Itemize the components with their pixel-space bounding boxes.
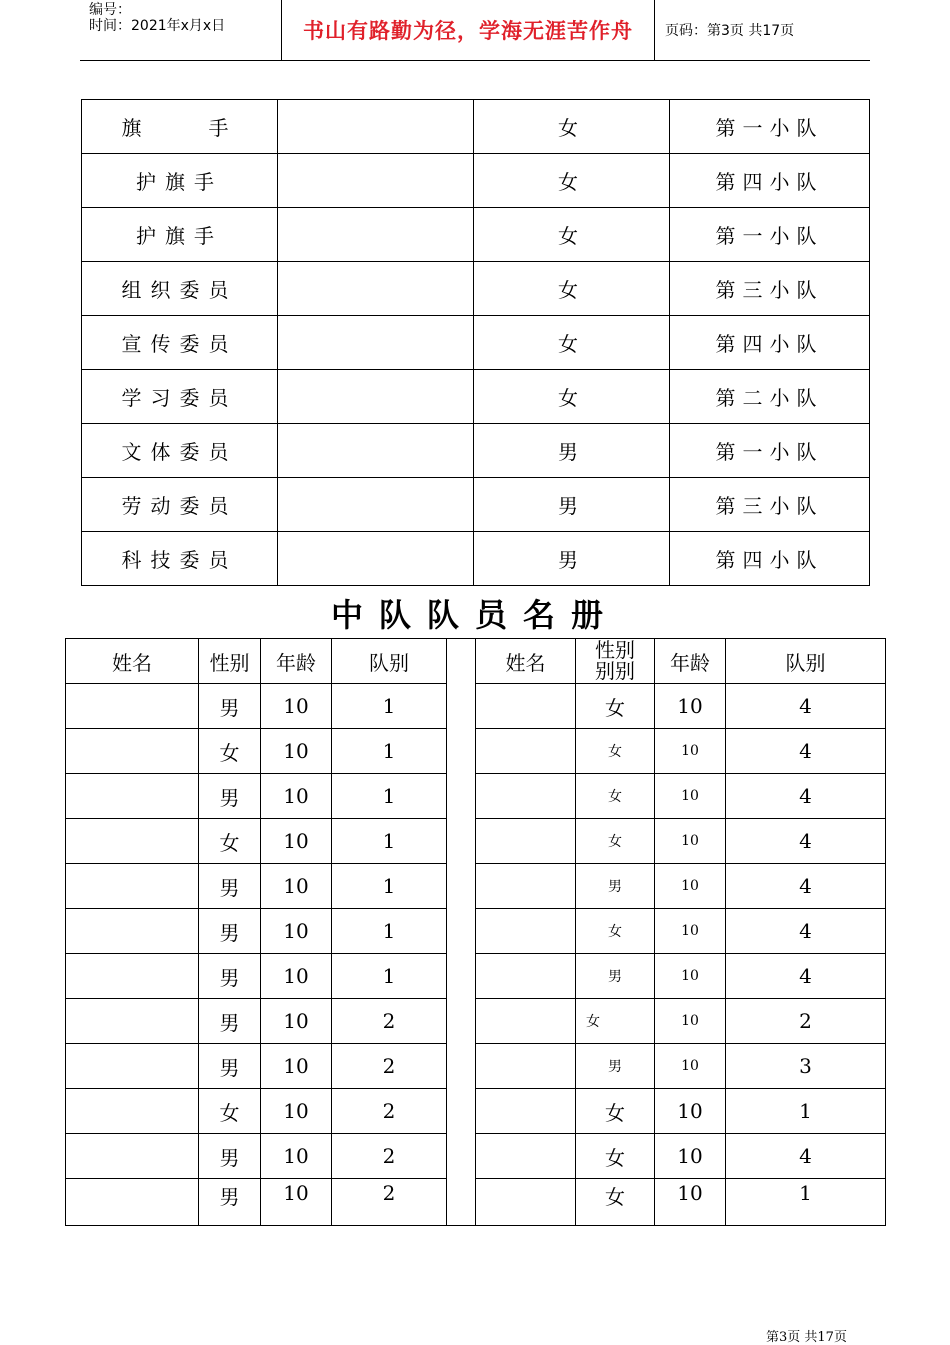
left-name-cell [66, 864, 199, 909]
officer-role: 组织委员 [82, 262, 278, 316]
officer-role: 宣传委员 [82, 316, 278, 370]
right-gender-cell: 女 [576, 729, 655, 774]
roster-table [65, 638, 886, 1226]
roster-gap [447, 774, 476, 819]
left-squad-cell: 2 [332, 1179, 447, 1226]
roster-row [66, 864, 886, 909]
left-age-header: 年龄 [261, 639, 332, 684]
left-age-cell: 10 [261, 1134, 332, 1179]
roster-row [66, 774, 886, 819]
left-gender-cell: 女 [199, 1089, 261, 1134]
right-squad-cell: 2 [726, 999, 886, 1044]
right-name-cell [476, 774, 576, 819]
right-name-cell [476, 1179, 576, 1226]
code-label: 编号： [89, 2, 131, 18]
left-age-cell: 10 [261, 999, 332, 1044]
time-label: 时间：2021年x月x日 [89, 18, 226, 34]
left-squad-cell: 2 [332, 999, 447, 1044]
roster-gap [447, 909, 476, 954]
left-gender-header: 性别 [199, 639, 261, 684]
right-squad-cell: 4 [726, 909, 886, 954]
officers-table [81, 99, 870, 586]
officer-name [278, 424, 474, 478]
officer-gender: 女 [474, 154, 670, 208]
right-squad-cell: 4 [726, 864, 886, 909]
officer-gender: 男 [474, 424, 670, 478]
officer-row [82, 154, 870, 208]
officer-name [278, 100, 474, 154]
officer-squad: 第一小队 [670, 100, 870, 154]
officer-gender: 男 [474, 532, 670, 586]
right-squad-cell: 4 [726, 774, 886, 819]
left-name-cell [66, 1134, 199, 1179]
left-squad-header: 队别 [332, 639, 447, 684]
right-age-header: 年龄 [655, 639, 726, 684]
officer-row [82, 262, 870, 316]
roster-gap [447, 1044, 476, 1089]
left-name-cell [66, 954, 199, 999]
right-name-header: 姓名 [476, 639, 576, 684]
officer-row [82, 370, 870, 424]
left-age-cell: 10 [261, 1089, 332, 1134]
left-age-cell: 10 [261, 909, 332, 954]
left-age-cell: 10 [261, 1044, 332, 1089]
right-gender-cell: 女 [576, 774, 655, 819]
right-name-cell [476, 729, 576, 774]
left-name-header: 姓名 [66, 639, 199, 684]
officer-gender: 女 [474, 100, 670, 154]
left-name-cell [66, 774, 199, 819]
officer-row [82, 316, 870, 370]
page-header [80, 0, 870, 61]
left-gender-cell: 男 [199, 684, 261, 729]
roster-gap [447, 954, 476, 999]
officer-role: 劳动委员 [82, 478, 278, 532]
roster-gap [447, 999, 476, 1044]
officer-squad: 第四小队 [670, 316, 870, 370]
right-age-cell: 10 [655, 729, 726, 774]
roster-title: 中队队员名册 [330, 596, 619, 634]
roster-gap [447, 1089, 476, 1134]
roster-row [66, 1134, 886, 1179]
officer-gender: 男 [474, 478, 670, 532]
right-age-cell: 10 [655, 819, 726, 864]
right-gender-cell: 女 [576, 819, 655, 864]
officer-gender: 女 [474, 316, 670, 370]
right-gender-cell: 女 [576, 1134, 655, 1179]
roster-gap [447, 864, 476, 909]
right-gender-cell: 女 [576, 999, 655, 1044]
left-age-cell: 10 [261, 729, 332, 774]
officer-role: 学习委员 [82, 370, 278, 424]
left-name-cell [66, 1089, 199, 1134]
right-age-cell: 10 [655, 1179, 726, 1226]
left-gender-cell: 男 [199, 954, 261, 999]
roster-gap [447, 1134, 476, 1179]
officer-squad: 第一小队 [670, 424, 870, 478]
left-age-cell: 10 [261, 1179, 332, 1226]
officer-squad: 第四小队 [670, 532, 870, 586]
right-name-cell [476, 684, 576, 729]
roster-row [66, 909, 886, 954]
right-squad-cell: 1 [726, 1089, 886, 1134]
right-gender-header [576, 639, 655, 684]
roster-row [66, 819, 886, 864]
right-age-cell: 10 [655, 1089, 726, 1134]
right-age-cell: 10 [655, 774, 726, 819]
officer-row [82, 100, 870, 154]
left-gender-cell: 男 [199, 864, 261, 909]
officer-name [278, 262, 474, 316]
officer-name [278, 370, 474, 424]
left-name-cell [66, 684, 199, 729]
officer-row [82, 532, 870, 586]
left-name-cell [66, 819, 199, 864]
officer-name [278, 478, 474, 532]
right-squad-cell: 1 [726, 1179, 886, 1226]
officer-row [82, 424, 870, 478]
right-age-cell: 10 [655, 909, 726, 954]
officer-role: 护旗手 [82, 208, 278, 262]
left-name-cell [66, 729, 199, 774]
right-squad-cell: 4 [726, 1134, 886, 1179]
left-squad-cell: 1 [332, 774, 447, 819]
roster-row [66, 729, 886, 774]
right-squad-cell: 4 [726, 684, 886, 729]
right-name-cell [476, 954, 576, 999]
roster-gap [447, 1179, 476, 1226]
right-name-cell [476, 819, 576, 864]
officer-role: 护旗手 [82, 154, 278, 208]
right-age-cell: 10 [655, 864, 726, 909]
right-gender-header-text: 性别别别 [595, 638, 635, 683]
right-age-cell: 10 [655, 1044, 726, 1089]
right-name-cell [476, 999, 576, 1044]
officer-role: 科技委员 [82, 532, 278, 586]
left-squad-cell: 1 [332, 819, 447, 864]
officer-row [82, 208, 870, 262]
officer-gender: 女 [474, 208, 670, 262]
roster-row [66, 1089, 886, 1134]
header-meta [89, 2, 284, 34]
right-squad-cell: 4 [726, 729, 886, 774]
right-squad-cell: 3 [726, 1044, 886, 1089]
right-name-cell [476, 1044, 576, 1089]
officer-row [82, 478, 870, 532]
left-squad-cell: 1 [332, 684, 447, 729]
roster-gap [447, 639, 476, 684]
left-squad-cell: 2 [332, 1134, 447, 1179]
right-squad-header: 队别 [726, 639, 886, 684]
left-gender-cell: 女 [199, 819, 261, 864]
left-age-cell: 10 [261, 774, 332, 819]
right-gender-cell: 男 [576, 1044, 655, 1089]
officer-name [278, 316, 474, 370]
left-gender-cell: 男 [199, 999, 261, 1044]
roster-gap [447, 684, 476, 729]
roster-gap [447, 819, 476, 864]
right-squad-cell: 4 [726, 954, 886, 999]
left-age-cell: 10 [261, 819, 332, 864]
right-age-cell: 10 [655, 999, 726, 1044]
officer-squad: 第四小队 [670, 154, 870, 208]
left-gender-cell: 男 [199, 1134, 261, 1179]
left-name-cell [66, 909, 199, 954]
right-gender-cell: 女 [576, 1179, 655, 1226]
right-age-cell: 10 [655, 1134, 726, 1179]
right-name-cell [476, 864, 576, 909]
roster-row [66, 954, 886, 999]
header-motto: 书山有路勤为径，学海无涯苦作舟 [303, 19, 633, 43]
left-gender-cell: 男 [199, 1179, 261, 1226]
right-name-cell [476, 1134, 576, 1179]
header-divider [654, 0, 655, 60]
right-age-cell: 10 [655, 954, 726, 999]
left-squad-cell: 1 [332, 909, 447, 954]
right-name-cell [476, 909, 576, 954]
officer-name [278, 532, 474, 586]
left-gender-cell: 男 [199, 774, 261, 819]
officer-name [278, 154, 474, 208]
right-gender-cell: 男 [576, 864, 655, 909]
officer-name [278, 208, 474, 262]
left-name-cell [66, 999, 199, 1044]
right-gender-cell: 女 [576, 684, 655, 729]
left-squad-cell: 1 [332, 954, 447, 999]
roster-header-row [66, 639, 886, 684]
roster-gap [447, 729, 476, 774]
left-squad-cell: 1 [332, 864, 447, 909]
roster-row [66, 1044, 886, 1089]
officer-squad: 第一小队 [670, 208, 870, 262]
officer-gender: 女 [474, 370, 670, 424]
left-squad-cell: 2 [332, 1044, 447, 1089]
left-age-cell: 10 [261, 864, 332, 909]
officer-role: 旗 手 [82, 100, 278, 154]
left-age-cell: 10 [261, 684, 332, 729]
right-age-cell: 10 [655, 684, 726, 729]
roster-row [66, 684, 886, 729]
left-name-cell [66, 1179, 199, 1226]
left-name-cell [66, 1044, 199, 1089]
left-squad-cell: 2 [332, 1089, 447, 1134]
officer-role: 文体委员 [82, 424, 278, 478]
left-gender-cell: 男 [199, 909, 261, 954]
page-footer: 第3页 共17页 [766, 1330, 847, 1345]
left-age-cell: 10 [261, 954, 332, 999]
right-gender-cell: 女 [576, 909, 655, 954]
left-gender-cell: 女 [199, 729, 261, 774]
officer-gender: 女 [474, 262, 670, 316]
officer-squad: 第三小队 [670, 478, 870, 532]
roster-row [66, 1179, 886, 1226]
right-gender-cell: 女 [576, 1089, 655, 1134]
officer-squad: 第三小队 [670, 262, 870, 316]
roster-row [66, 999, 886, 1044]
left-squad-cell: 1 [332, 729, 447, 774]
right-squad-cell: 4 [726, 819, 886, 864]
header-page-info: 页码：第3页 共17页 [665, 23, 795, 39]
left-gender-cell: 男 [199, 1044, 261, 1089]
right-gender-cell: 男 [576, 954, 655, 999]
right-name-cell [476, 1089, 576, 1134]
officer-squad: 第二小队 [670, 370, 870, 424]
